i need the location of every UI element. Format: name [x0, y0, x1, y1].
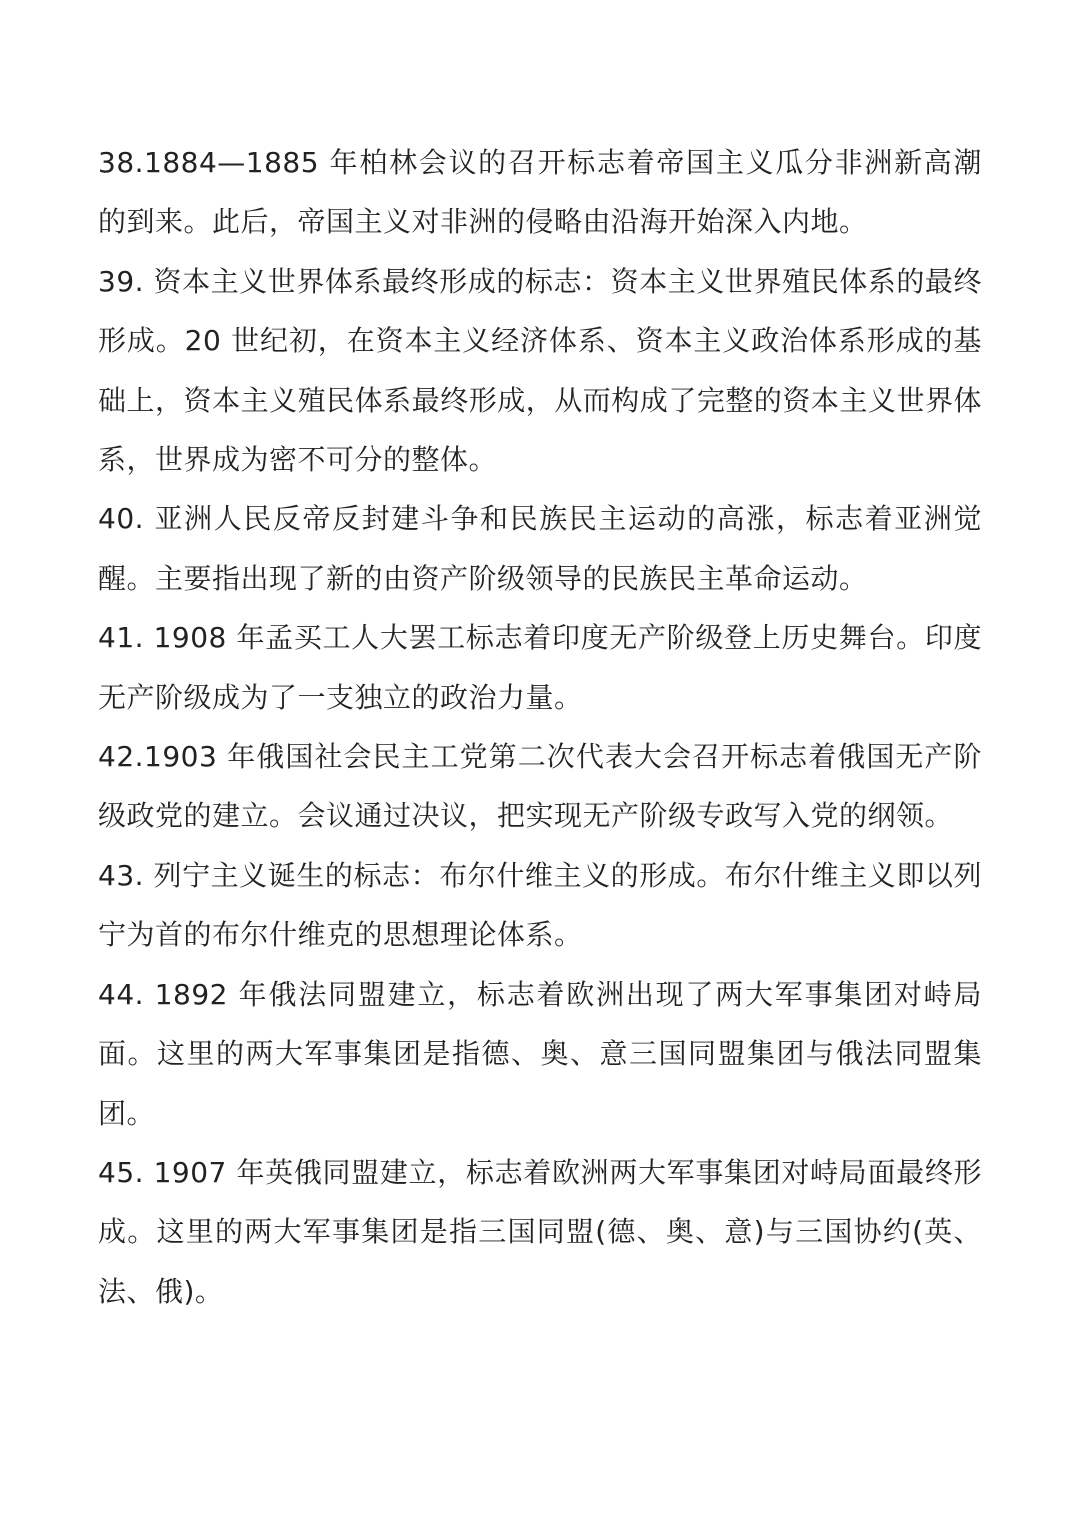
item-43: 43. 列宁主义诞生的标志：布尔什维主义的形成。布尔什维主义即以列宁为首的布尔什维克的思想理论体系。: [98, 858, 982, 952]
item-44: 44. 1892 年俄法同盟建立，标志着欧洲出现了两大军事集团对峙局面。这里的两大军事集团是指德、奥、意三国同盟集团与俄法同盟集团。: [98, 977, 982, 1130]
document-body: [98, 133, 982, 1321]
item-41: 41. 1908 年孟买工人大罢工标志着印度无产阶级登上历史舞台。印度无产阶级成为了一支独立的政治力量。: [98, 621, 982, 714]
item-42: 42.1903 年俄国社会民主工党第二次代表大会召开标志着俄国无产阶级政党的建立。会议通过决议，把实现无产阶级专政写入党的纲领。: [98, 740, 982, 833]
item-40: 40. 亚洲人民反帝反封建斗争和民族民主运动的高涨，标志着亚洲觉醒。主要指出现了新的由资产阶级领导的民族民主革命运动。: [98, 502, 982, 595]
item-39: 39. 资本主义世界体系最终形成的标志：资本主义世界殖民体系的最终形成。20 世纪初，在资本主义经济体系、资本主义政治体系形成的基础上，资本主义殖民体系最终形成，从而构成了完整的资本主义世界体系，世界成为密不可分的整体。: [98, 264, 982, 477]
item-38: 38.1884—1885 年柏林会议的召开标志着帝国主义瓜分非洲新高潮的到来。此后，帝国主义对非洲的侵略由沿海开始深入内地。: [98, 146, 982, 239]
item-45: 45. 1907 年英俄同盟建立，标志着欧洲两大军事集团对峙局面最终形成。这里的两大军事集团是指三国同盟(德、奥、意)与三国协约(英、法、俄)。: [98, 1155, 982, 1308]
